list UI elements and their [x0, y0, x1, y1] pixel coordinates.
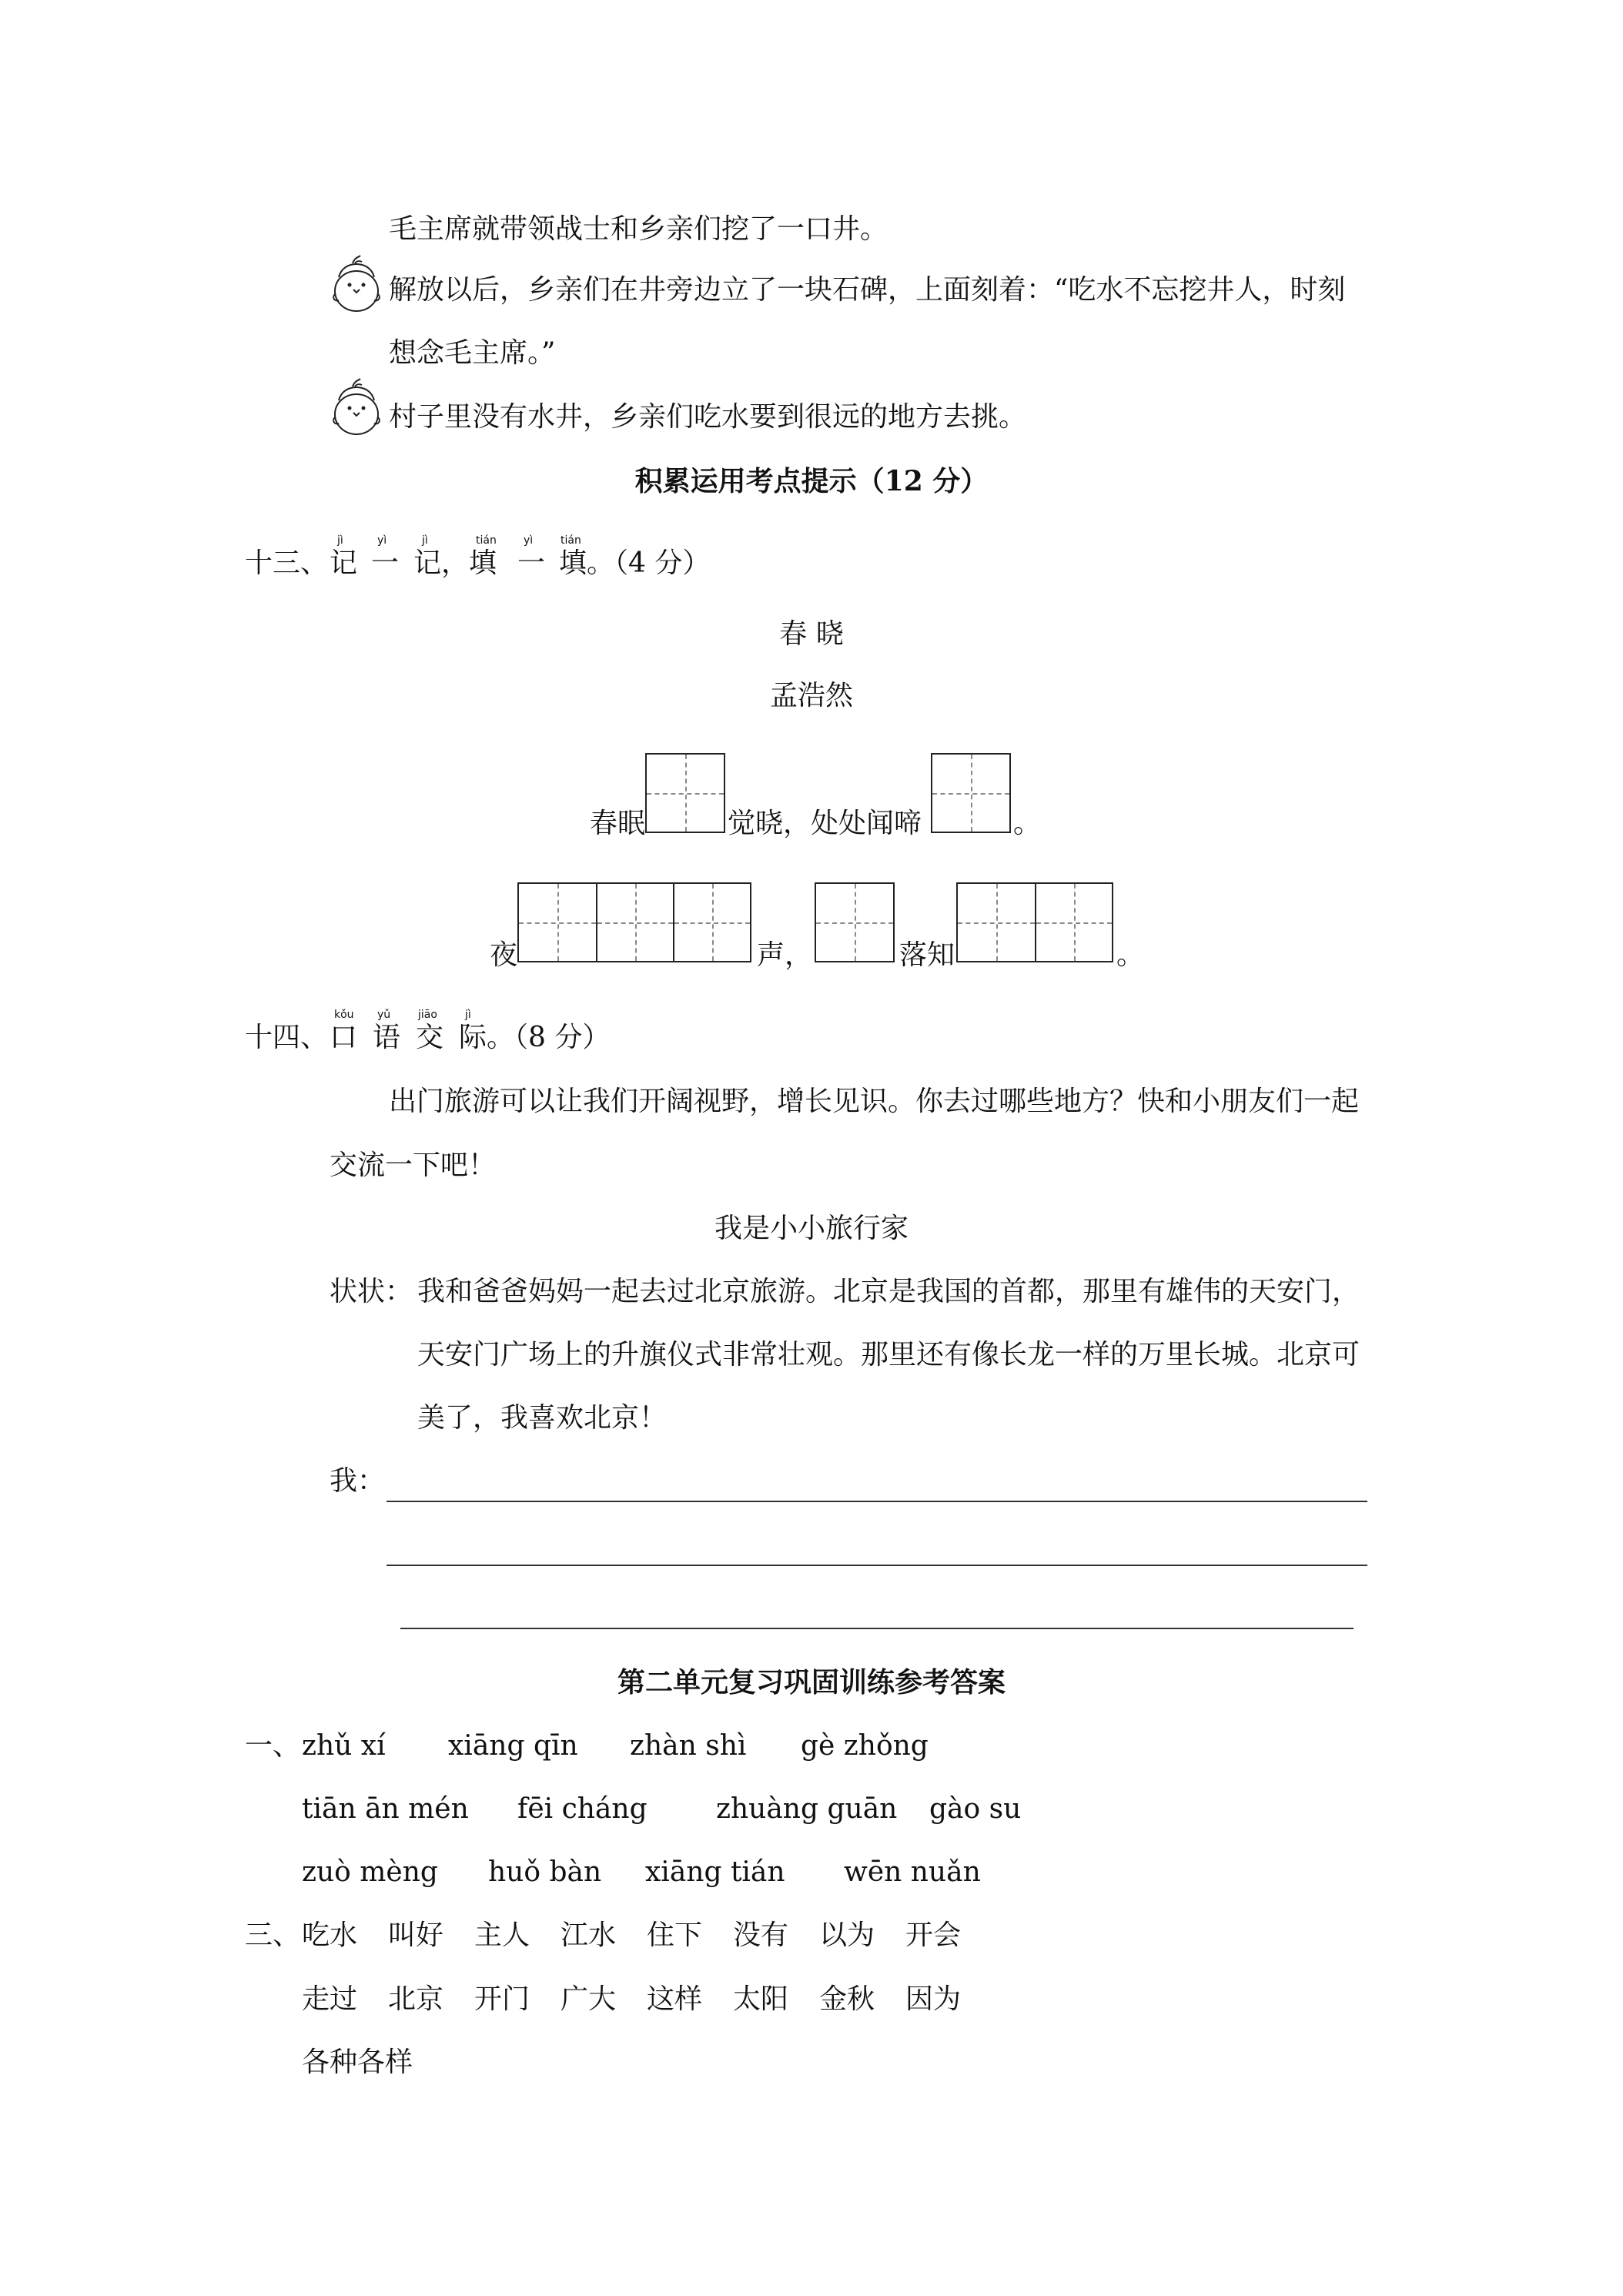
word-answer: 开会 — [905, 1919, 962, 1951]
pinyin-answer: zhǔ xí — [302, 1730, 386, 1762]
pinyin: yì — [377, 534, 387, 547]
pinyin: jì — [422, 534, 428, 547]
pinyin-answer: fēi cháng — [517, 1793, 648, 1825]
q14-char: 交 — [416, 1022, 444, 1053]
word-answer: 走过 — [302, 1983, 358, 2015]
pinyin-answer: wēn nuǎn — [844, 1856, 981, 1888]
pinyin-answer: gè zhǒng — [801, 1730, 929, 1762]
answer-line[interactable] — [400, 1628, 1354, 1629]
part-label: 三、 — [245, 1919, 301, 1951]
answer-grid[interactable] — [815, 882, 895, 962]
pinyin: tián — [476, 534, 497, 547]
pinyin: jì — [465, 1009, 471, 1021]
pinyin: yì — [524, 534, 534, 547]
q13-char: 记 — [330, 547, 358, 579]
pinyin-answer: zhuàng guān — [716, 1793, 898, 1825]
poem-text: 春眠 — [590, 808, 646, 839]
q13-char: 一 — [371, 547, 400, 579]
q14-char: 语 — [373, 1022, 401, 1053]
pinyin: jì — [337, 534, 343, 547]
pinyin-answer: tiān ān mén — [302, 1793, 469, 1825]
answer-line[interactable] — [387, 1501, 1367, 1502]
q13-number: 十三、 — [245, 547, 329, 579]
story-line: 想念毛主席。” — [389, 337, 556, 369]
poem-text: 。 — [1013, 808, 1042, 839]
story-line: 村子里没有水井，乡亲们吃水要到很远的地方去挑。 — [389, 401, 1027, 433]
pinyin-answer: huǒ bàn — [488, 1856, 602, 1888]
speaker-label: 我： — [330, 1465, 386, 1497]
story-line: 毛主席就带领战士和乡亲们挖了一口井。 — [389, 213, 888, 245]
answer-grid[interactable] — [645, 753, 725, 833]
q14-number: 十四、 — [245, 1022, 329, 1053]
part-label: 一、 — [245, 1730, 301, 1762]
pinyin-answer: zuò mèng — [302, 1856, 438, 1888]
q13-tail: 。（4 分） — [587, 547, 711, 579]
word-answer: 广大 — [561, 1983, 617, 2015]
poem-text: 声， — [757, 939, 813, 971]
answer-line[interactable] — [387, 1565, 1367, 1566]
q14-tail: 。（8 分） — [487, 1022, 611, 1053]
chick-icon — [330, 254, 383, 316]
answers-title: 第二单元复习巩固训练参考答案 — [617, 1666, 1006, 1699]
word-answer: 以为 — [819, 1919, 875, 1951]
q13-char: 填 — [559, 547, 587, 579]
word-answer: 住下 — [647, 1919, 703, 1951]
q14-char: 口 — [330, 1022, 358, 1053]
speaker-label: 状状： — [330, 1276, 413, 1307]
story-line: 解放以后，乡亲们在井旁边立了一块石碑，上面刻着：“吃水不忘挖井人，时刻 — [389, 274, 1346, 306]
dialogue-title: 我是小小旅行家 — [714, 1213, 909, 1244]
word-answer: 开门 — [474, 1983, 530, 2015]
poem-title: 春 晓 — [779, 618, 844, 650]
q14-intro: 出门旅游可以让我们开阔视野，增长见识。你去过哪些地方？快和小朋友们一起 — [389, 1086, 1360, 1117]
poem-text: 夜 — [490, 939, 518, 971]
word-answer: 因为 — [905, 1983, 962, 2015]
poem-text: 。 — [1116, 939, 1145, 971]
word-answer: 这样 — [647, 1983, 703, 2015]
word-answer: 北京 — [388, 1983, 444, 2015]
word-answer: 没有 — [733, 1919, 789, 1951]
poem-author: 孟浩然 — [769, 680, 853, 711]
chick-icon — [330, 377, 383, 439]
speech-line: 天安门广场上的升旗仪式非常壮观。那里还有像长龙一样的万里长城。北京可 — [417, 1339, 1360, 1371]
q13-char: 记 — [413, 547, 442, 579]
pinyin: yǔ — [377, 1009, 391, 1021]
pinyin-answer: gào su — [929, 1793, 1022, 1825]
q14-intro: 交流一下吧！ — [330, 1150, 497, 1181]
q13-char: ，填 — [441, 547, 497, 579]
word-answer: 主人 — [474, 1919, 530, 1951]
word-answer: 金秋 — [819, 1983, 875, 2015]
pinyin: jiāo — [418, 1009, 437, 1021]
pinyin: tián — [561, 534, 581, 547]
word-answer: 叫好 — [388, 1919, 444, 1951]
answer-grid[interactable] — [931, 753, 1011, 833]
pinyin: kǒu — [334, 1009, 354, 1021]
speech-line: 我和爸爸妈妈一起去过北京旅游。北京是我国的首都，那里有雄伟的天安门， — [417, 1276, 1360, 1307]
word-answer: 太阳 — [733, 1983, 789, 2015]
answer-grid[interactable] — [517, 882, 751, 962]
answer-grid[interactable] — [956, 882, 1113, 962]
pinyin-answer: zhàn shì — [630, 1730, 747, 1762]
pinyin-answer: xiāng qīn — [448, 1730, 578, 1762]
word-answer: 各种各样 — [302, 2047, 413, 2078]
section-heading: 积累运用考点提示（12 分） — [634, 465, 989, 497]
poem-text: 落知 — [899, 939, 955, 971]
pinyin-answer: xiāng tián — [645, 1856, 785, 1888]
word-answer: 吃水 — [302, 1919, 358, 1951]
speech-line: 美了，我喜欢北京！ — [417, 1402, 668, 1434]
poem-text: 觉晓，处处闻啼 — [728, 808, 922, 839]
word-answer: 江水 — [561, 1919, 617, 1951]
q13-char: 一 — [517, 547, 546, 579]
q14-char: 际 — [459, 1022, 487, 1053]
